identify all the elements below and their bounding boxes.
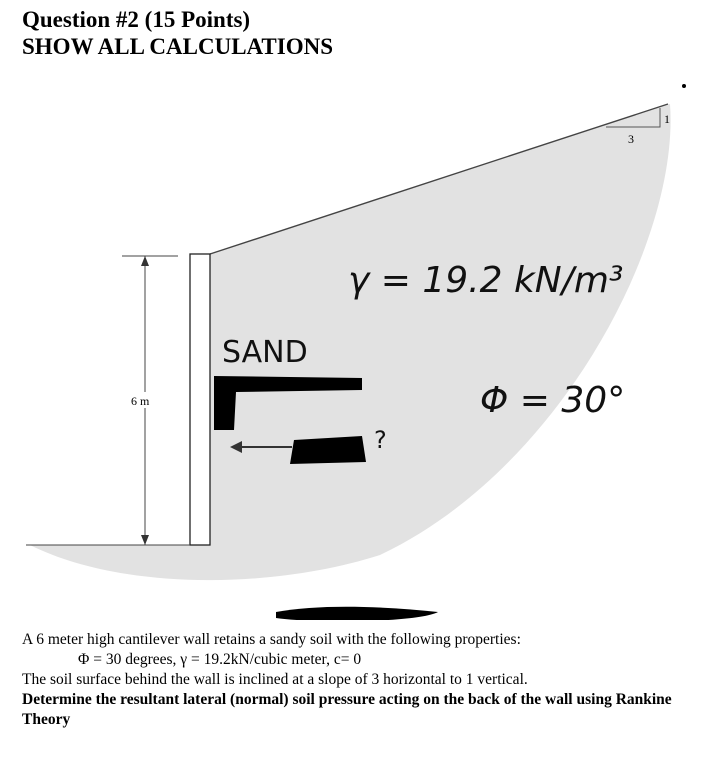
soil-properties: Φ = 30 degrees, γ = 19.2kN/cubic meter, c= 0 [78, 651, 362, 668]
redaction-mark-bottom [276, 607, 438, 620]
soil-backfill [30, 104, 671, 580]
problem-line-3: The soil surface behind the wall is inclined at a slope of 3 horizontal to 1 vertical. [22, 671, 528, 688]
calculation-instruction: SHOW ALL CALCULATIONS [22, 34, 334, 59]
problem-statement [22, 630, 712, 730]
redaction-mark-lower [290, 436, 366, 464]
slope-vertical-label: 1 [664, 112, 670, 126]
question-title: Question #2 (15 Points) [22, 7, 251, 32]
wall-height-label: 6 m [131, 394, 150, 408]
dimension-arrow-top [141, 256, 149, 266]
stray-dot [682, 84, 686, 88]
dimension-arrow-bottom [141, 535, 149, 545]
problem-line-1: A 6 meter high cantilever wall retains a sandy soil with the following properties: [22, 631, 521, 648]
sand-label: SAND [222, 335, 308, 370]
retaining-wall-stem [190, 254, 210, 545]
slope-horizontal-label: 3 [628, 132, 634, 146]
unit-weight-annotation: γ = 19.2 kN/m³ [348, 260, 624, 301]
friction-angle-annotation: Φ = 30° [480, 380, 626, 421]
unknown-question-mark: ? [374, 426, 387, 454]
problem-task: Determine the resultant lateral (normal) soil pressure acting on the back of the wall using Rankine Theory [22, 691, 672, 728]
